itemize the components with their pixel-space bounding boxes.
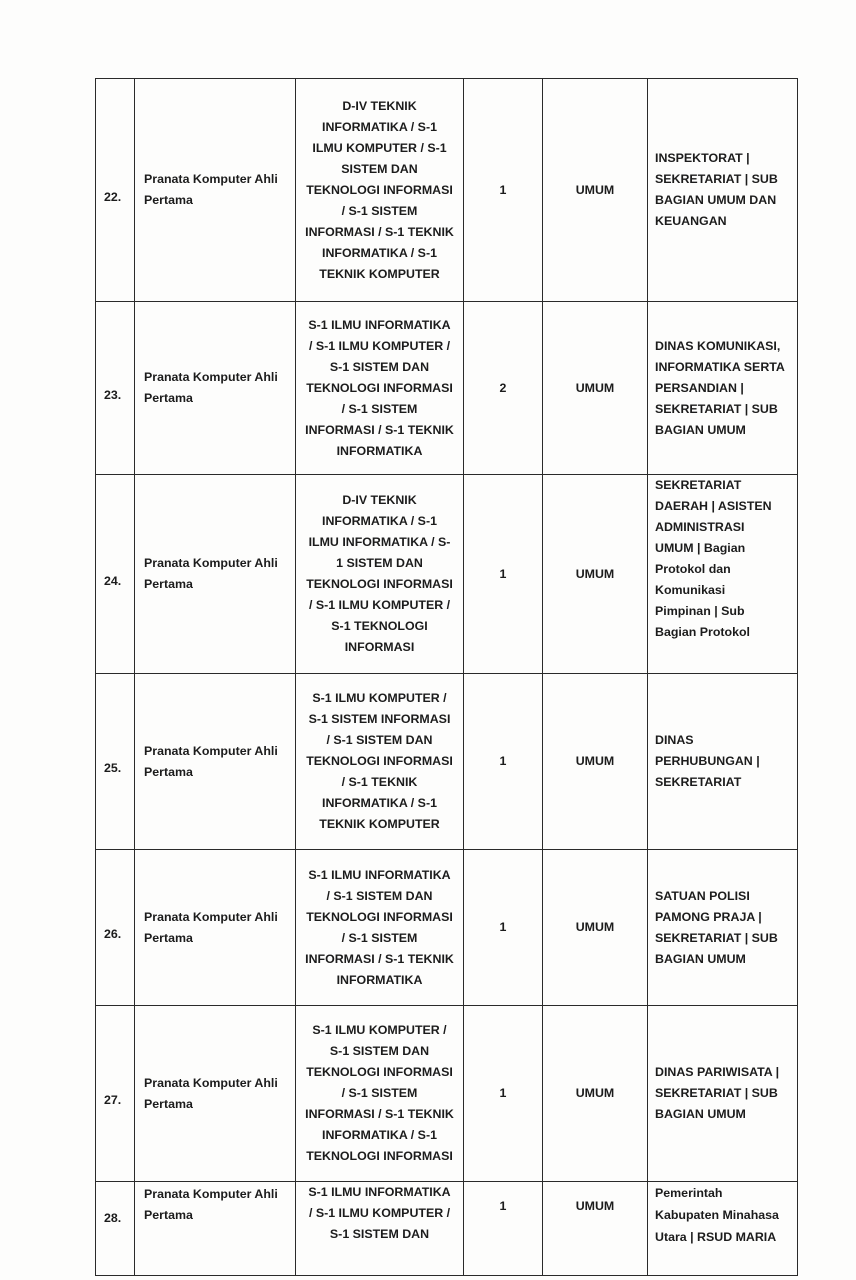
table-row <box>96 1006 798 1182</box>
work-unit-line: PERSANDIAN | <box>655 380 744 395</box>
education-line: D-IV TEKNIK <box>342 98 417 113</box>
education-line: / S-1 SISTEM <box>341 930 418 945</box>
work-unit <box>648 850 798 1006</box>
position-line: Pertama <box>144 1208 193 1222</box>
formation-type: UMUM <box>543 79 648 302</box>
education-line: / S-1 ILMU KOMPUTER / <box>308 1206 451 1220</box>
position-line: Pertama <box>144 577 193 591</box>
work-unit-line: SEKRETARIAT <box>655 478 742 492</box>
position-line: Pranata Komputer Ahli <box>144 1187 278 1201</box>
education-line: TEKNOLOGI INFORMASI <box>306 754 453 768</box>
row-number: 22. <box>96 79 135 302</box>
education-qualification <box>296 1182 464 1276</box>
education-line: S-1 SISTEM DAN <box>329 1227 430 1241</box>
quota-count: 1 <box>464 1182 543 1276</box>
education-line: / S-1 SISTEM DAN <box>326 888 433 903</box>
formation-type: UMUM <box>543 850 648 1006</box>
position-name <box>135 1006 296 1182</box>
education-line: SISTEM DAN <box>341 161 418 176</box>
education-line: S-1 SISTEM INFORMASI <box>308 712 451 726</box>
work-unit-line: Pimpinan | Sub <box>655 604 745 618</box>
education-line: S-1 ILMU INFORMATIKA <box>308 1185 451 1199</box>
education-line: TEKNOLOGI INFORMASI <box>306 909 453 924</box>
work-unit-line: INFORMATIKA SERTA <box>655 359 785 374</box>
position-line: Pertama <box>144 391 193 405</box>
education-line: INFORMATIKA / S-1 <box>322 245 437 260</box>
work-unit-line: BAGIAN UMUM <box>655 951 746 966</box>
table-row <box>96 850 798 1006</box>
work-unit-line: SEKRETARIAT | SUB <box>655 1086 778 1100</box>
position-line: Pranata Komputer Ahli <box>144 743 278 758</box>
position-name <box>135 79 296 302</box>
row-number: 26. <box>96 850 135 1006</box>
row-number: 24. <box>96 475 135 674</box>
row-number: 27. <box>96 1006 135 1182</box>
formation-type: UMUM <box>543 1182 648 1276</box>
education-line: INFORMATIKA / S-1 <box>322 514 437 528</box>
work-unit-line: Kabupaten Minahasa <box>655 1208 779 1222</box>
education-qualification <box>296 79 464 302</box>
work-unit-line: PERHUBUNGAN | <box>655 754 760 768</box>
education-qualification <box>296 1006 464 1182</box>
position-name <box>135 674 296 850</box>
education-line: / S-1 SISTEM <box>341 203 418 218</box>
work-unit <box>648 475 798 674</box>
work-unit <box>648 674 798 850</box>
table-row <box>96 302 798 475</box>
work-unit-line: SEKRETARIAT | SUB <box>655 930 778 945</box>
work-unit-line: BAGIAN UMUM <box>655 422 746 437</box>
education-line: INFORMATIKA <box>336 443 423 458</box>
formation-type: UMUM <box>543 1006 648 1182</box>
education-line: INFORMASI / S-1 TEKNIK <box>305 1107 454 1121</box>
position-line: Pranata Komputer Ahli <box>144 556 278 570</box>
work-unit-line: SEKRETARIAT | SUB <box>655 401 778 416</box>
education-line: 1 SISTEM DAN <box>336 556 423 570</box>
work-unit-line: PAMONG PRAJA | <box>655 909 762 924</box>
work-unit-line: Protokol dan <box>655 562 731 576</box>
work-unit-line: SEKRETARIAT <box>655 775 742 789</box>
position-line: Pranata Komputer Ahli <box>144 172 278 186</box>
row-number: 23. <box>96 302 135 475</box>
formation-type: UMUM <box>543 302 648 475</box>
education-qualification <box>296 302 464 475</box>
table-row <box>96 1182 798 1276</box>
table-row <box>96 674 798 850</box>
position-line: Pranata Komputer Ahli <box>144 1075 278 1090</box>
education-line: S-1 SISTEM DAN <box>329 359 430 374</box>
work-unit-line: SEKRETARIAT | SUB <box>655 172 778 186</box>
education-line: TEKNOLOGI INFORMASI <box>306 577 453 591</box>
work-unit-line: DINAS KOMUNIKASI, <box>655 338 781 353</box>
quota-count: 1 <box>464 674 543 850</box>
formation-type: UMUM <box>543 674 648 850</box>
education-line: INFORMASI / S-1 TEKNIK <box>305 951 454 966</box>
table-row <box>96 79 798 302</box>
row-number: 28. <box>96 1182 135 1276</box>
position-line: Pertama <box>144 1096 193 1111</box>
education-line: TEKNIK KOMPUTER <box>319 817 440 831</box>
work-unit-line: UMUM | Bagian <box>655 541 746 555</box>
education-line: / S-1 TEKNIK <box>341 775 418 789</box>
position-line: Pertama <box>144 193 193 207</box>
work-unit-line: SATUAN POLISI <box>655 888 750 903</box>
work-unit-line: DINAS PARIWISATA | <box>655 1065 780 1079</box>
position-name <box>135 475 296 674</box>
table-row <box>96 475 798 674</box>
education-qualification <box>296 475 464 674</box>
quota-count: 1 <box>464 79 543 302</box>
work-unit-line: ADMINISTRASI <box>655 520 745 534</box>
work-unit-line: Komunikasi <box>655 583 726 597</box>
position-line: Pertama <box>144 930 193 945</box>
education-line: TEKNOLOGI INFORMASI <box>306 1149 453 1163</box>
education-line: S-1 ILMU KOMPUTER / <box>312 691 447 705</box>
education-line: INFORMASI / S-1 TEKNIK <box>305 224 454 239</box>
work-unit <box>648 1006 798 1182</box>
work-unit-line: Bagian Protokol <box>655 625 751 639</box>
formation-type: UMUM <box>543 475 648 674</box>
education-line: INFORMATIKA / S-1 <box>322 119 437 134</box>
work-unit <box>648 79 798 302</box>
education-line: D-IV TEKNIK <box>342 493 417 507</box>
education-line: ILMU KOMPUTER / S-1 <box>312 140 447 155</box>
position-name <box>135 302 296 475</box>
work-unit <box>648 1182 798 1276</box>
education-line: / S-1 ILMU KOMPUTER / <box>308 598 451 612</box>
work-unit-line: Utara | RSUD MARIA <box>655 1230 777 1244</box>
position-line: Pertama <box>144 764 193 779</box>
education-line: INFORMATIKA / S-1 <box>322 796 437 810</box>
work-unit-line: INSPEKTORAT | <box>655 151 750 165</box>
education-line: S-1 ILMU KOMPUTER / <box>312 1023 447 1037</box>
position-name <box>135 850 296 1006</box>
education-line: INFORMASI / S-1 TEKNIK <box>305 422 454 437</box>
education-line: S-1 SISTEM DAN <box>329 1044 430 1058</box>
education-qualification <box>296 674 464 850</box>
row-number: 25. <box>96 674 135 850</box>
position-name <box>135 1182 296 1276</box>
work-unit-line: DAERAH | ASISTEN <box>655 499 772 513</box>
work-unit-line: DINAS <box>655 733 694 747</box>
work-unit-line: BAGIAN UMUM DAN <box>655 193 777 207</box>
education-line: S-1 TEKNOLOGI <box>331 619 428 633</box>
education-line: ILMU INFORMATIKA / S- <box>308 535 451 549</box>
education-line: S-1 ILMU INFORMATIKA <box>308 867 451 882</box>
work-unit-line: BAGIAN UMUM <box>655 1107 746 1121</box>
education-line: / S-1 SISTEM DAN <box>326 733 433 747</box>
quota-count: 1 <box>464 1006 543 1182</box>
education-line: / S-1 ILMU KOMPUTER / <box>308 338 451 353</box>
education-line: TEKNOLOGI INFORMASI <box>306 182 453 197</box>
education-line: TEKNOLOGI INFORMASI <box>306 1065 453 1079</box>
education-line: INFORMASI <box>344 640 415 654</box>
quota-count: 1 <box>464 475 543 674</box>
formation-table <box>95 78 798 1276</box>
quota-count: 2 <box>464 302 543 475</box>
work-unit-line: KEUANGAN <box>655 214 727 228</box>
work-unit-line: Pemerintah <box>655 1186 723 1200</box>
quota-count: 1 <box>464 850 543 1006</box>
position-line: Pranata Komputer Ahli <box>144 370 278 384</box>
education-line: TEKNOLOGI INFORMASI <box>306 380 453 395</box>
education-line: / S-1 SISTEM <box>341 1086 418 1100</box>
work-unit <box>648 302 798 475</box>
education-line: / S-1 SISTEM <box>341 401 418 416</box>
education-line: S-1 ILMU INFORMATIKA <box>308 317 451 332</box>
education-line: TEKNIK KOMPUTER <box>319 266 440 281</box>
position-line: Pranata Komputer Ahli <box>144 909 278 924</box>
education-line: INFORMATIKA / S-1 <box>322 1128 437 1142</box>
education-line: INFORMATIKA <box>336 972 423 987</box>
education-qualification <box>296 850 464 1006</box>
